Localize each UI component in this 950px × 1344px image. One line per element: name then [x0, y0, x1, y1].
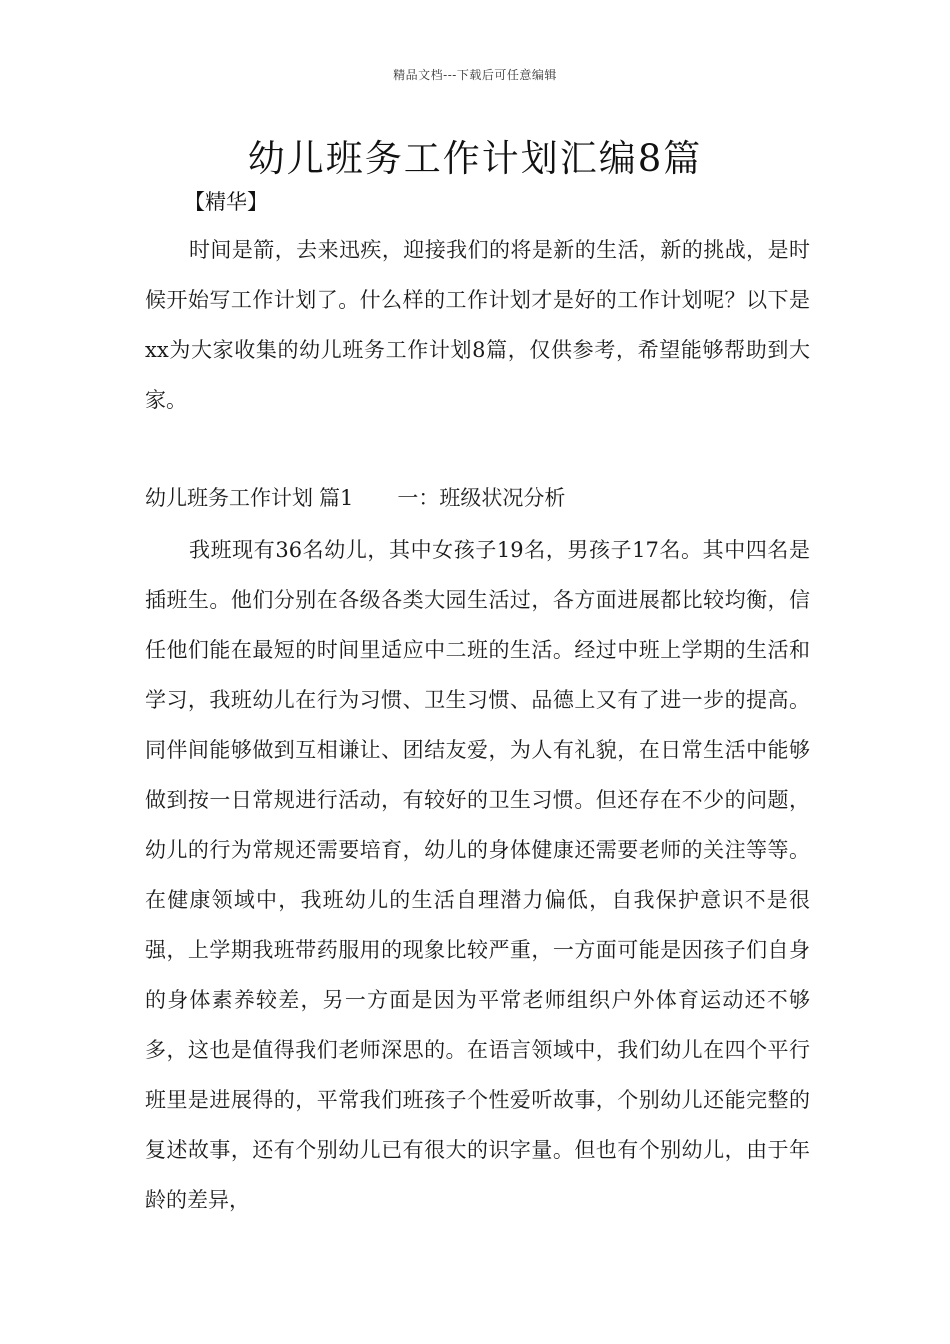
document-title: 幼儿班务工作计划汇编8篇 — [247, 137, 703, 180]
section-title: 幼儿班务工作计划 — [145, 486, 313, 510]
section-heading — [145, 478, 810, 518]
section-subtitle: 一：班级状况分析 — [397, 486, 566, 510]
section-body-paragraph: 我班现有36名幼儿，其中女孩子19名，男孩子17名。其中四名是插班生。他们分别在各级各类大园生活过，各方面进展都比较均衡，信任他们能在最短的时间里适应中二班的生活。经过中班上学期的生活和学习，我班幼儿在行为习惯、卫生习惯、品德上又有了进一步的提高。同伴间能够做到互相谦让、团结友爱，为人有礼貌，在日常生活中能够做到按一日常规进行活动，有较好的卫生习惯。但还存在不少的问题，幼儿的行为常规还需要培育，幼儿的身体健康还需要老师的关注等等。在健康领域中，我班幼儿的生活自理潜力偏低，自我保护意识不是很强，上学期我班带药服用的现象比较严重，一方面可能是因孩子们自身的身体素养较差，另一方面是因为平常老师组织户外体育运动还不够多，这也是值得我们老师深思的。在语言领域中，我们幼儿在四个平行班里是进展得的，平常我们班孩子个性爱听故事，个别幼儿还能完整的复述故事，还有个别幼儿已有很大的识字量。但也有个别幼儿，由于年龄的差异， — [145, 538, 810, 1212]
section-number: 篇1 — [319, 486, 354, 510]
page-header-note: 精品文档---下载后可任意编辑 — [393, 68, 557, 82]
document-tag: 【精华】 — [184, 190, 268, 214]
intro-paragraph: 时间是箭，去来迅疾，迎接我们的将是新的生活，新的挑战，是时候开始写工作计划了。什么样的工作计划才是好的工作计划呢？以下是xx为大家收集的幼儿班务工作计划8篇，仅供参考，希望能够帮助到大家。 — [145, 238, 810, 412]
